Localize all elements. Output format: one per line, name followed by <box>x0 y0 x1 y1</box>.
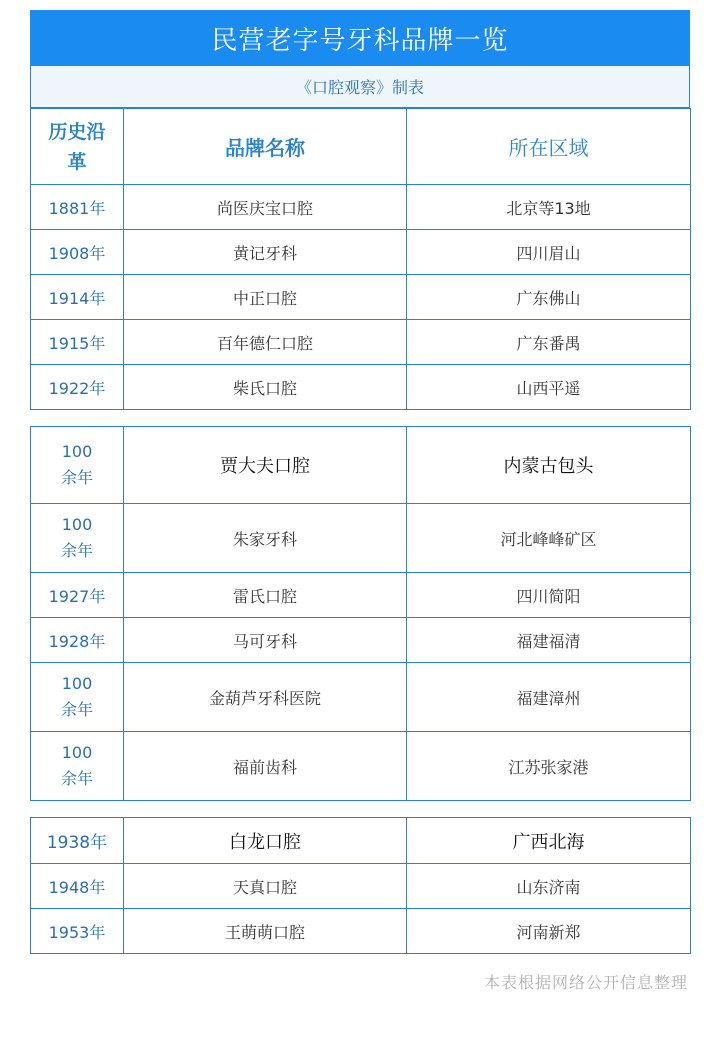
table-source: 《口腔观察》制表 <box>30 66 690 108</box>
table-row <box>31 320 691 365</box>
table-row <box>31 909 691 954</box>
year-cell: 1928年 <box>31 618 124 663</box>
brand-cell: 金葫芦牙科医院 <box>124 663 407 732</box>
table-title: 民营老字号牙科品牌一览 <box>30 10 690 66</box>
region-cell: 江苏张家港 <box>407 732 691 801</box>
year-cell: 1914年 <box>31 275 124 320</box>
year-cell: 100 余年 <box>31 504 124 573</box>
region-cell: 广东番禺 <box>407 320 691 365</box>
brand-cell: 柴氏口腔 <box>124 365 407 410</box>
region-cell: 山东济南 <box>407 864 691 909</box>
region-cell: 福建福清 <box>407 618 691 663</box>
brand-cell: 尚医庆宝口腔 <box>124 185 407 230</box>
region-cell: 河南新郑 <box>407 909 691 954</box>
source-note: 本表根据网络公开信息整理 <box>483 973 688 992</box>
table-row <box>31 663 691 732</box>
table-row <box>31 275 691 320</box>
table-group-3 <box>30 817 691 954</box>
table-row <box>31 427 691 504</box>
table-row <box>31 864 691 909</box>
region-cell: 北京等13地 <box>407 185 691 230</box>
table-group-1 <box>30 108 691 410</box>
year-cell: 1922年 <box>31 365 124 410</box>
year-cell: 100 余年 <box>31 663 124 732</box>
header-brand: 品牌名称 <box>124 109 407 185</box>
table-row <box>31 573 691 618</box>
brand-cell: 白龙口腔 <box>124 818 407 864</box>
year-cell: 1881年 <box>31 185 124 230</box>
brand-cell: 贾大夫口腔 <box>124 427 407 504</box>
year-cell: 1927年 <box>31 573 124 618</box>
brand-cell: 黄记牙科 <box>124 230 407 275</box>
region-cell: 山西平遥 <box>407 365 691 410</box>
year-cell: 100 余年 <box>31 732 124 801</box>
header-region: 所在区域 <box>407 109 691 185</box>
table-group-2 <box>30 426 691 801</box>
region-cell: 福建漳州 <box>407 663 691 732</box>
table-row <box>31 818 691 864</box>
year-cell: 1908年 <box>31 230 124 275</box>
header-row <box>31 109 691 185</box>
table-row <box>31 230 691 275</box>
table-row <box>31 732 691 801</box>
brand-cell: 雷氏口腔 <box>124 573 407 618</box>
table-row <box>31 618 691 663</box>
brand-cell: 朱家牙科 <box>124 504 407 573</box>
region-cell: 四川眉山 <box>407 230 691 275</box>
brand-cell: 百年德仁口腔 <box>124 320 407 365</box>
brand-cell: 中正口腔 <box>124 275 407 320</box>
brand-cell: 马可牙科 <box>124 618 407 663</box>
brand-cell: 福前齿科 <box>124 732 407 801</box>
region-cell: 四川简阳 <box>407 573 691 618</box>
table-row <box>31 185 691 230</box>
region-cell: 内蒙古包头 <box>407 427 691 504</box>
year-cell: 1915年 <box>31 320 124 365</box>
year-cell: 1938年 <box>31 818 124 864</box>
brand-cell: 王萌萌口腔 <box>124 909 407 954</box>
header-year: 历史沿革 <box>31 109 124 185</box>
table-row <box>31 365 691 410</box>
year-cell: 1948年 <box>31 864 124 909</box>
year-cell: 1953年 <box>31 909 124 954</box>
region-cell: 河北峰峰矿区 <box>407 504 691 573</box>
year-cell: 100 余年 <box>31 427 124 504</box>
brand-table-wrapper <box>30 10 690 954</box>
brand-cell: 天真口腔 <box>124 864 407 909</box>
region-cell: 广西北海 <box>407 818 691 864</box>
table-row <box>31 504 691 573</box>
region-cell: 广东佛山 <box>407 275 691 320</box>
